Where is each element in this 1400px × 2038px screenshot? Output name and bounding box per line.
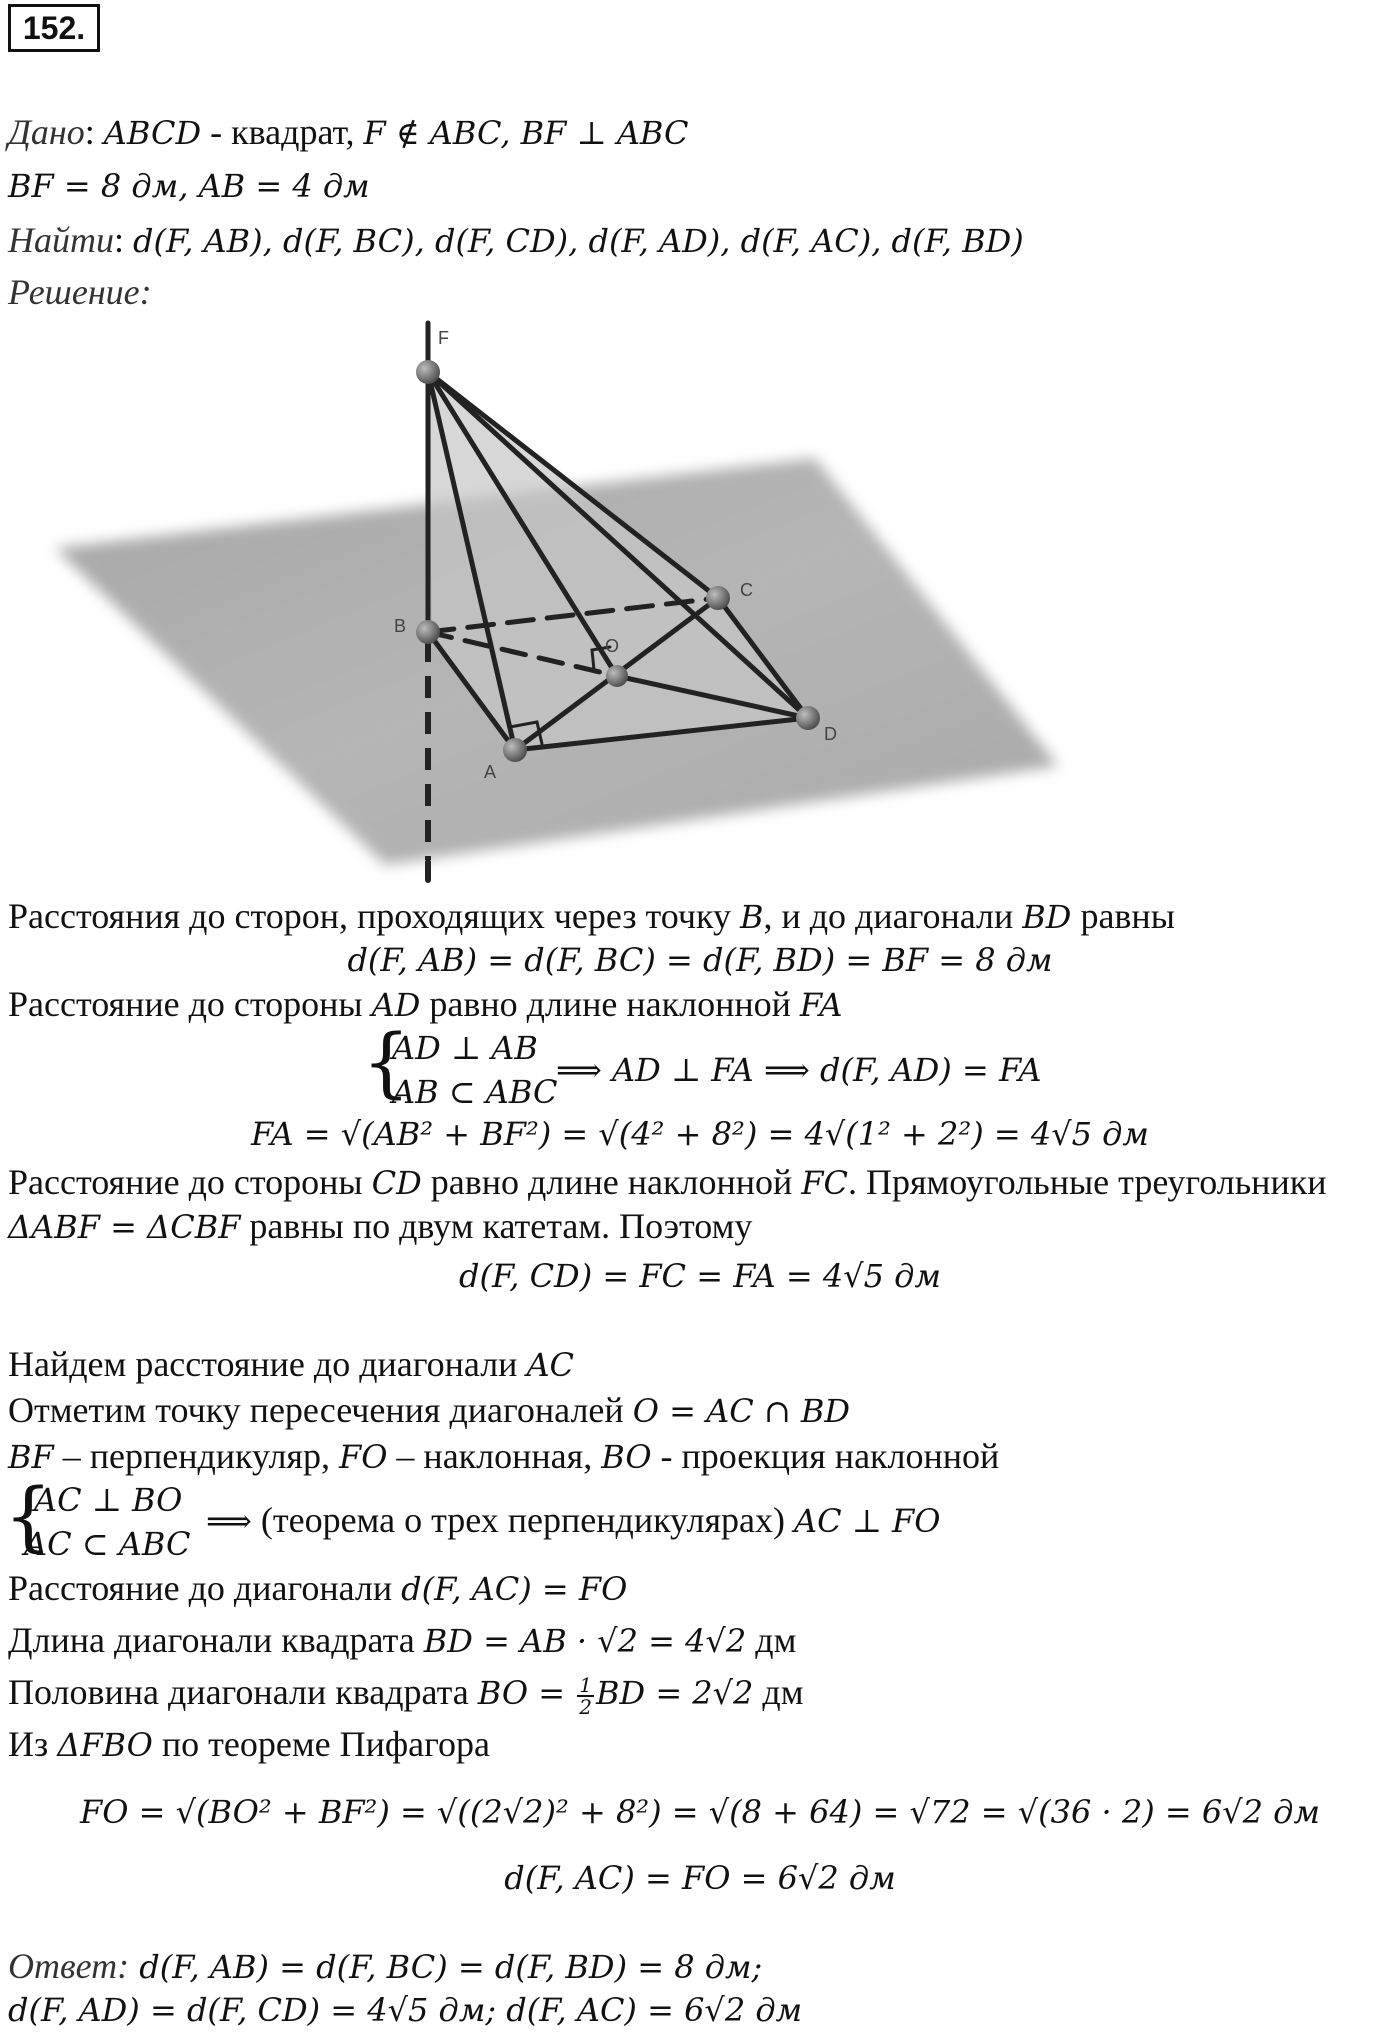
- p8-math: d(F, AC) = FO: [401, 1570, 628, 1608]
- system-2-result: [206, 1498, 940, 1543]
- paragraph-triangles: [8, 1204, 752, 1249]
- p9-unit: дм: [746, 1620, 797, 1660]
- p4-triangles: ΔABF = ΔCBF: [8, 1208, 241, 1246]
- point-c: [706, 586, 730, 610]
- p11-text2: по теореме Пифагора: [152, 1724, 491, 1764]
- paragraph-half-diagonal: [8, 1670, 804, 1717]
- point-d: [796, 706, 820, 730]
- system-2-line-a: AC ⊥ BO: [34, 1481, 183, 1519]
- label-d: D: [824, 724, 837, 744]
- paragraph-find-ac: [8, 1342, 574, 1387]
- p1-text: Расстояния до сторон, проходящих через точку: [8, 896, 740, 936]
- equation-fc: d(F, CD) = FC = FA = 4√5 дм: [459, 1257, 941, 1295]
- p10-math-2: BD = 2√2: [595, 1674, 754, 1712]
- p7-t2: – наклонная,: [387, 1436, 602, 1476]
- given-square-name: ABCD: [103, 114, 202, 152]
- p7-fo: FO: [338, 1438, 388, 1476]
- given-line-2: BF = 8 дм, AB = 4 дм: [8, 167, 370, 205]
- equation-fo: FO = √(BO² + BF²) = √((2√2)² + 8²) = √(8 + 64) = √72 = √(36 · 2) = 6√2 дм: [80, 1793, 1320, 1831]
- system-1-line-b: AB ⊂ ABC: [392, 1073, 558, 1111]
- paragraph-diagonal-length: [8, 1618, 796, 1663]
- p11-text: Из: [8, 1724, 58, 1764]
- system-brace-2: {: [4, 1471, 53, 1560]
- system-1-line-a: AD ⊥ AB: [392, 1029, 538, 1067]
- p4-text: равны по двум катетам. Поэтому: [240, 1206, 753, 1246]
- p5-text: Найдем расстояние до диагонали: [8, 1344, 527, 1384]
- label-o: O: [605, 636, 620, 656]
- fraction-denominator: 2: [579, 1694, 592, 1719]
- p1-diagonal-bd: BD: [1022, 898, 1072, 936]
- answer-line-2: d(F, AD) = d(F, CD) = 4√5 дм; d(F, AC) = 6√2 дм: [8, 1991, 803, 2029]
- p9-math: BD = AB · √2 = 4√2: [423, 1622, 747, 1660]
- p5-diagonal-ac: AC: [526, 1346, 575, 1384]
- p3-segment-fc: FC: [801, 1164, 848, 1202]
- p3-text2: равно длине наклонной: [421, 1162, 802, 1202]
- p3-text3: . Прямоугольные треугольники: [847, 1162, 1327, 1202]
- label-c: C: [740, 580, 753, 600]
- solution-label: Решение:: [8, 272, 152, 312]
- system-2-line-b: AC ⊂ ABC: [24, 1525, 191, 1563]
- paragraph-side-cd: [8, 1160, 1326, 1205]
- paragraph-pythagoras: [8, 1722, 490, 1767]
- label-a: A: [484, 762, 497, 782]
- paragraph-distance-ac: [8, 1566, 627, 1611]
- pyramid-figure: [0, 0, 1400, 900]
- p1-point-b: B: [739, 898, 764, 936]
- p7-bf: BF: [8, 1438, 54, 1476]
- find-label: Найти: [8, 220, 114, 260]
- answer-value-1: d(F, AB) = d(F, BC) = d(F, BD) = 8 дм;: [129, 1948, 763, 1986]
- system-2-text: (теорема о трех перпендикулярах): [251, 1500, 794, 1540]
- p2-side-ad: AD: [371, 986, 421, 1024]
- system-1-result: ⟹ AD ⊥ FA ⟹ d(F, AD) = FA: [556, 1051, 1042, 1089]
- given-conditions: F ∉ ABC, BF ⊥ ABC: [363, 114, 689, 152]
- system-2-math: AC ⊥ FO: [793, 1502, 941, 1540]
- answer-label: Ответ:: [8, 1946, 130, 1986]
- p7-t1: – перпендикуляр,: [53, 1436, 339, 1476]
- fraction-one-half: [577, 1672, 594, 1719]
- p7-t3: - проекция наклонной: [651, 1436, 1000, 1476]
- p1-text2: , и до диагонали: [763, 896, 1023, 936]
- p9-text: Длина диагонали квадрата: [8, 1620, 424, 1660]
- p2-segment-fa: FA: [799, 986, 843, 1024]
- paragraph-perpendicular: [8, 1434, 999, 1479]
- p6-intersection: O = AC ∩ BD: [632, 1392, 850, 1430]
- p8-text: Расстояние до диагонали: [8, 1568, 402, 1608]
- given-label: Дано: [8, 112, 85, 152]
- p11-triangle: ΔFBO: [57, 1726, 153, 1764]
- find-value: d(F, AB), d(F, BC), d(F, CD), d(F, AD), d(F, AC), d(F, BD): [133, 222, 1024, 260]
- given-square-word: - квадрат,: [201, 112, 364, 152]
- p7-bo: BO: [601, 1438, 652, 1476]
- p1-text3: равны: [1071, 896, 1175, 936]
- p2-text: Расстояние до стороны: [8, 984, 372, 1024]
- point-b: [416, 620, 440, 644]
- equation-fo-result: d(F, AC) = FO = 6√2 дм: [504, 1859, 896, 1897]
- p6-text: Отметим точку пересечения диагоналей: [8, 1390, 633, 1430]
- fraction-numerator: 1: [579, 1672, 592, 1697]
- system-2-arrow: ⟹: [206, 1502, 252, 1540]
- equation-fa: FA = √(AB² + BF²) = √(4² + 8²) = 4√(1² + 2²) = 4√5 дм: [251, 1115, 1149, 1153]
- p3-side-cd: CD: [371, 1164, 422, 1202]
- p10-text: Половина диагонали квадрата: [8, 1672, 478, 1712]
- given-line-1: Дано: ABCD - квадрат, F ∉ ABC, BF ⊥ ABC: [8, 112, 689, 152]
- p3-text: Расстояние до стороны: [8, 1162, 372, 1202]
- paragraph-side-ad: [8, 982, 842, 1027]
- problem-number: 152.: [8, 4, 100, 52]
- paragraph-point-o: [8, 1388, 850, 1433]
- answer-line-1: [8, 1944, 762, 1989]
- label-f: F: [438, 328, 449, 348]
- point-o: [606, 665, 628, 687]
- p10-math-1: BO =: [477, 1674, 576, 1712]
- find-line: Найти: d(F, AB), d(F, BC), d(F, CD), d(F, AD), d(F, AC), d(F, BD): [8, 220, 1024, 260]
- equation-distances-b: d(F, AB) = d(F, BC) = d(F, BD) = BF = 8 дм: [347, 941, 1053, 979]
- p2-text2: равно длине наклонной: [420, 984, 800, 1024]
- paragraph-distances-b: [8, 894, 1175, 939]
- system-brace-1: {: [362, 1017, 411, 1106]
- label-b: B: [394, 616, 407, 636]
- point-f: [416, 360, 440, 384]
- point-a: [503, 738, 527, 762]
- p10-unit: дм: [753, 1672, 804, 1712]
